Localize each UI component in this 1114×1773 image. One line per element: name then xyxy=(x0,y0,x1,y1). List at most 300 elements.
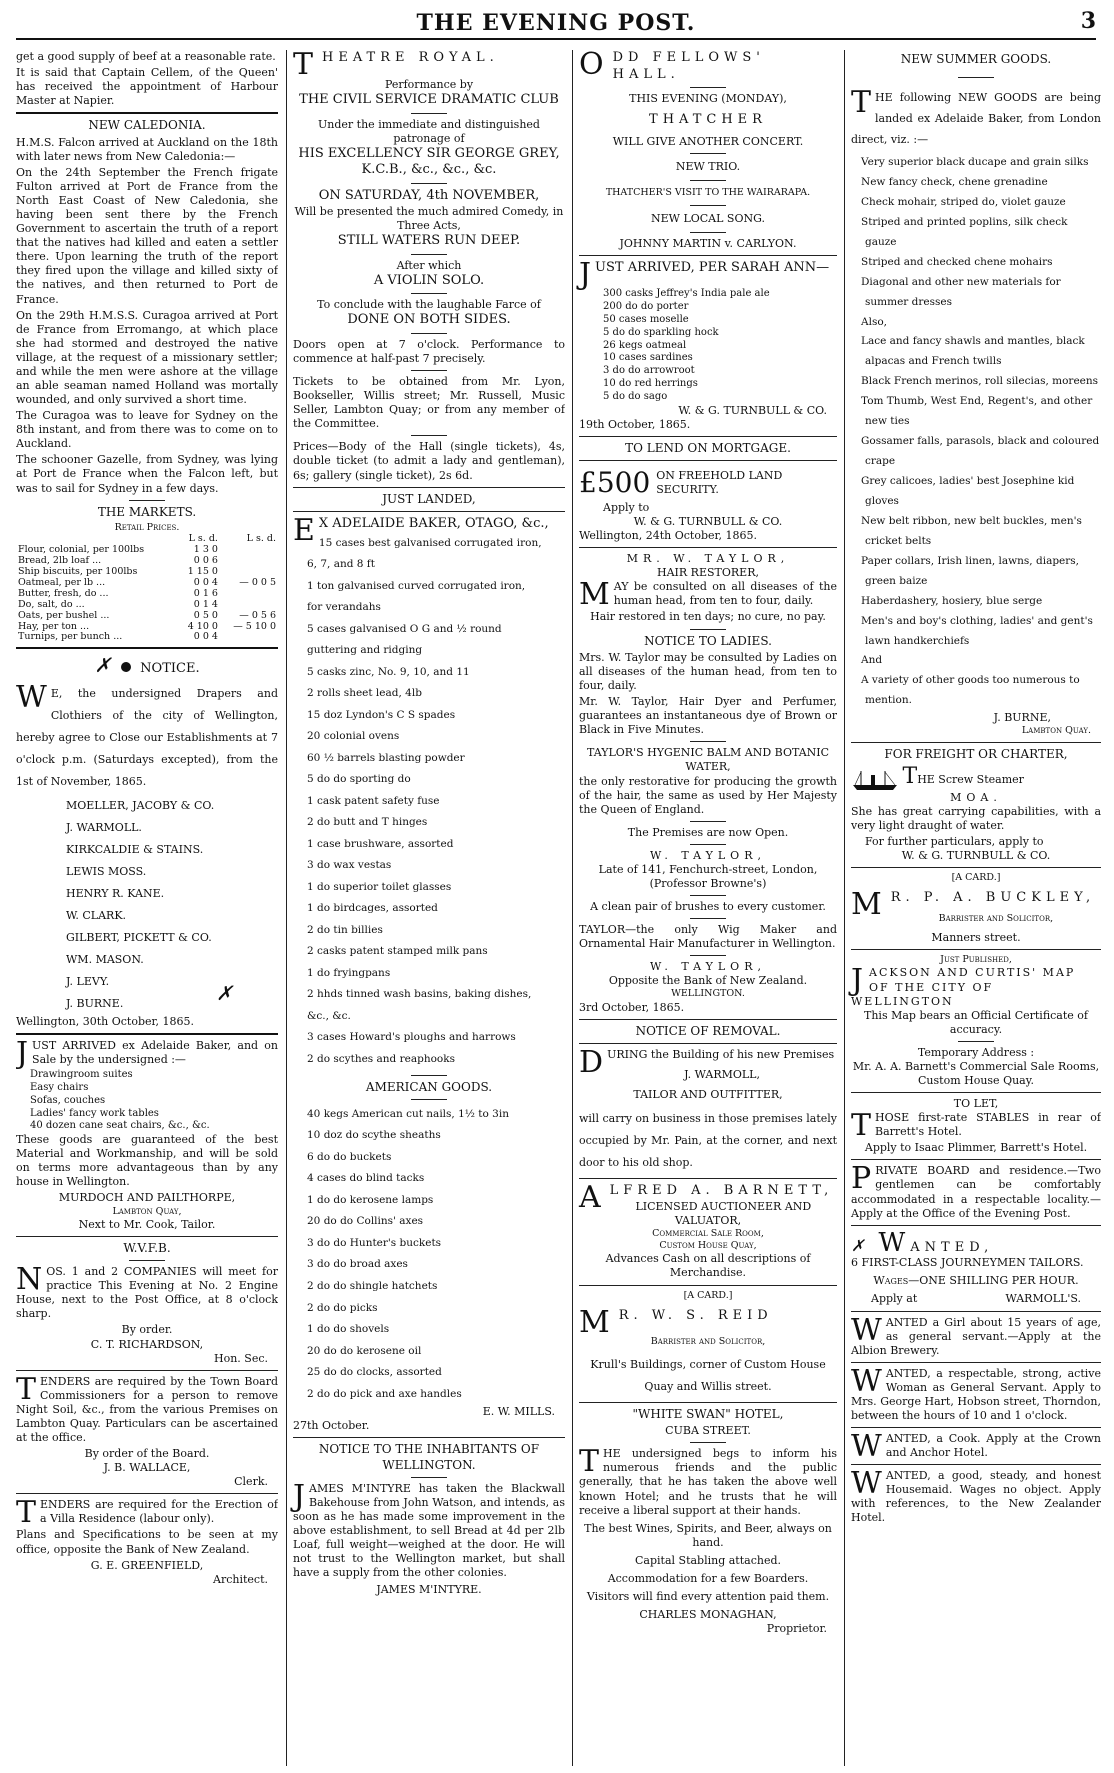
list-item: 50 cases moselle xyxy=(603,314,689,326)
map-line: Temporary Address : xyxy=(917,1045,1035,1059)
divider xyxy=(851,1092,1101,1093)
divider xyxy=(411,254,447,255)
signatory-list xyxy=(16,795,278,1015)
list-item: 5 cases galvanised O G and ½ round xyxy=(307,622,502,635)
tender-body: ENDERS are required for the Erection of a Villa Residence (labour only). xyxy=(40,1498,278,1526)
mortgage-amount: £500 xyxy=(579,466,651,500)
list-item: 40 kegs American cut nails, 1½ to 3in xyxy=(307,1107,509,1120)
table-cell: — 5 10 0 xyxy=(233,620,276,632)
table-cell: Butter, fresh, do ... xyxy=(18,587,109,599)
divider xyxy=(579,1285,837,1286)
divider xyxy=(690,87,726,88)
divider xyxy=(958,77,994,78)
concert-line: JOHNNY MARTIN v. CARLYON. xyxy=(619,237,797,251)
divider xyxy=(579,1043,837,1044)
drop-cap: E xyxy=(293,512,315,548)
list-item: 3 do do Hunter's buckets xyxy=(307,1236,442,1249)
buckley-line: Barrister and Solicitor, xyxy=(938,913,1054,925)
drop-cap: A xyxy=(579,1180,606,1216)
map-title: ACKSON AND CURTIS' MAP OF THE CITY OF WELLINGTON xyxy=(851,966,1076,1008)
list-item: 6 do do buckets xyxy=(307,1150,392,1163)
white-swan-line: The best Wines, Spirits, and Beer, always on hand. xyxy=(584,1521,832,1549)
signature-address: Lambton Quay. xyxy=(1021,725,1091,737)
wig-line: TAYLOR—the only Wig Maker and Ornamental Hair Manufacturer in Wellington. xyxy=(579,923,837,951)
theatre-line: ON SATURDAY, 4th NOVEMBER, xyxy=(318,188,540,204)
list-item: 1 do superior toilet glasses xyxy=(307,880,452,893)
list-item: Also, xyxy=(861,315,887,328)
wanted-body: ANTED, a respectable, strong, active Woman as General Servant. Apply to Mrs. George Hart, Hobson street, Thorndon, between the hours of 10 and 1 o'clock. xyxy=(851,1366,1101,1423)
balm-title: TAYLOR'S HYGENIC BALM AND BOTANIC WATER, xyxy=(586,746,830,774)
table-cell xyxy=(220,556,278,567)
ad-body: These goods are guaranteed of the best Material and Workmanship, and will be sold on terms more advantageous than by any house in Wellington. xyxy=(16,1133,278,1189)
list-item: 5 do do sparkling hock xyxy=(603,326,719,338)
notice-body: AMES M'INTYRE has taken the Blackwall Bakehouse from John Watson, and intends, as soon as he has made some improvement in the above establishment, to sell Bread at 4d per 2lb Loaf, full weight—weighed at the door. He will not trust to the Wellington market, but shall have a supply from the other colonies. xyxy=(293,1481,565,1580)
divider xyxy=(958,1041,994,1042)
list-item: 25 do do clocks, assorted xyxy=(307,1366,442,1379)
drop-cap: D xyxy=(579,1045,604,1081)
nc-paragraph: The schooner Gazelle, from Sydney, was lying at Port de France when the Falcon left, but was to sail for Sydney in a few days. xyxy=(16,453,278,495)
theatre-line: Under the immediate and distinguished patronage of xyxy=(318,117,540,145)
freight-body: She has great carrying capabilities, with a very light draught of water. xyxy=(851,804,1101,833)
drop-cap: W xyxy=(851,1429,882,1465)
steamship-icon xyxy=(851,769,899,791)
drop-cap: M xyxy=(851,887,887,923)
signatory-name: MOELLER, JACOBY & CO. xyxy=(66,798,215,812)
removal-body: will carry on business in those premises lately occupied by Mr. Pain, at the corner, and next door to his old shop. xyxy=(579,1112,837,1170)
signatory-name: WM. MASON. xyxy=(66,952,144,966)
list-item: 20 colonial ovens xyxy=(307,730,400,743)
list-item: 6, 7, and 8 ft xyxy=(307,558,375,571)
list-item: 1 do fryingpans xyxy=(307,966,391,979)
wvfb-body: OS. 1 and 2 COMPANIES will meet for practice This Evening at No. 2 Engine House, next to the Post Office, at 8 o'clock sharp. xyxy=(16,1265,278,1321)
taylor-subtitle: HAIR RESTORER, xyxy=(657,566,759,580)
drop-cap: O xyxy=(579,50,609,82)
list-item: 3 do do broad axes xyxy=(307,1258,408,1271)
ad-heading: UST ARRIVED ex Adelaide Baker, and on Sale by the undersigned :— xyxy=(32,1039,278,1067)
beverages-list xyxy=(579,288,837,403)
divider xyxy=(129,1260,165,1261)
reid-title: R. W. S. REID xyxy=(618,1307,773,1323)
list-item: 1 case brushware, assorted xyxy=(307,837,454,850)
table-row xyxy=(16,600,278,611)
mortgage-title: TO LEND ON MORTGAGE. xyxy=(625,440,791,455)
list-item: 26 kegs oatmeal xyxy=(603,339,687,351)
list-item: 2 do do pick and axe handles xyxy=(307,1387,462,1400)
divider xyxy=(851,1311,1101,1312)
divider xyxy=(16,1236,278,1237)
wanted-line: Wages—ONE SHILLING PER HOUR. xyxy=(873,1274,1079,1288)
taylor-name: W. TAYLOR, xyxy=(650,848,766,862)
divider xyxy=(411,293,447,294)
list-item: Sofas, couches xyxy=(30,1094,106,1106)
drop-cap: M xyxy=(579,1304,615,1340)
table-cell: 1 3 0 xyxy=(193,544,218,556)
list-item: 1 do do kerosene lamps xyxy=(307,1193,434,1206)
signatory-name: J. BURNE. xyxy=(66,996,124,1010)
theatre-line: A VIOLIN SOLO. xyxy=(373,272,485,288)
divider xyxy=(851,1362,1101,1363)
freight-heading: HE Screw Steamer xyxy=(917,772,1024,786)
table-row xyxy=(16,611,278,622)
divider xyxy=(579,547,837,548)
taylor-address: Opposite the Bank of New Zealand. xyxy=(608,974,808,988)
summer-goods-intro: HE following NEW GOODS are being landed ex Adelaide Baker, from London direct, viz. :— xyxy=(851,91,1101,147)
reid-line: Barrister and Solicitor, xyxy=(650,1335,766,1347)
divider xyxy=(690,629,726,630)
barnett-line: Custom House Quay, xyxy=(659,1240,757,1252)
theatre-line: Prices—Body of the Hall (single tickets), 4s, double ticket (to admit a lady and gentleman), 6s; gallery (single ticket), 2s 6d. xyxy=(293,440,565,482)
just-landed-title: JUST LANDED, xyxy=(382,491,476,506)
handwritten-cross: ✗ xyxy=(216,980,233,1005)
ladies-title: NOTICE TO LADIES. xyxy=(644,633,772,648)
list-item: 3 do do arrowroot xyxy=(603,365,695,377)
table-cell: 0 5 0 xyxy=(193,609,218,621)
divider xyxy=(851,1427,1101,1428)
divider xyxy=(690,821,726,822)
table-cell: Ship biscuits, per 100lbs xyxy=(18,565,138,577)
table-cell: Flour, colonial, per 100lbs xyxy=(18,544,145,556)
table-cell: Hay, per ton ... xyxy=(18,620,90,632)
drop-cap: T xyxy=(579,1444,600,1480)
column-1 xyxy=(16,50,278,1766)
list-item: 1 do do shovels xyxy=(307,1323,390,1336)
divider xyxy=(411,1477,447,1478)
tender-by: By order of the Board. xyxy=(84,1447,210,1461)
list-item: 40 dozen cane seat chairs, &c., &c. xyxy=(30,1120,210,1132)
furniture-list xyxy=(16,1069,278,1133)
signatory-name: KIRKCALDIE & STAINS. xyxy=(66,842,204,856)
mortgage-text: ON FREEHOLD LAND SECURITY. xyxy=(656,468,783,497)
list-item: New fancy check, chene grenadine xyxy=(861,175,1048,188)
list-item: 60 ½ barrels blasting powder xyxy=(307,751,465,764)
list-item: Paper collars, Irish linen, lawns, diapers, green baize xyxy=(861,554,1080,587)
article-cellem: It is said that Captain Cellem, of the Queen' has received the appointment of Harbour Master at Napier. xyxy=(16,66,278,108)
divider xyxy=(690,844,726,845)
notice-inhabitants-title: NOTICE TO THE INHABITANTS OF WELLINGTON. xyxy=(318,1442,540,1472)
removal-name: J. WARMOLL, xyxy=(684,1068,760,1082)
divider xyxy=(579,1402,837,1403)
buckley-line: Manners street. xyxy=(931,931,1021,945)
to-let-apply: Apply to Isaac Plimmer, Barrett's Hotel. xyxy=(864,1141,1088,1155)
drop-cap: N xyxy=(16,1262,43,1298)
divider xyxy=(690,895,726,896)
theatre-line: THE CIVIL SERVICE DRAMATIC CLUB xyxy=(299,92,559,108)
list-item: Striped and checked chene mohairs xyxy=(861,255,1053,268)
divider xyxy=(579,436,837,437)
barnett-line: Advances Cash on all descriptions of Merchandise. xyxy=(605,1252,811,1280)
tender-role: Clerk. xyxy=(234,1475,268,1489)
divider xyxy=(293,487,565,488)
article-intro: get a good supply of beef at a reasonable rate. xyxy=(16,50,276,63)
list-item: Grey calicoes, ladies' best Josephine kid gloves xyxy=(861,475,1075,507)
list-item: guttering and ridging xyxy=(307,644,423,657)
list-item: 1 do birdcages, assorted xyxy=(307,902,438,915)
list-item: 20 do do Collins' axes xyxy=(307,1215,424,1228)
table-cell xyxy=(220,632,278,643)
theatre-line: Will be presented the much admired Comedy, in Three Acts, xyxy=(294,204,564,232)
drop-cap: T xyxy=(16,1371,37,1407)
drop-cap: P xyxy=(851,1161,872,1197)
concert-line: THIS EVENING (MONDAY), xyxy=(629,92,787,106)
taylor-address: Late of 141, Fenchurch-street, London, (Professor Browne's) xyxy=(598,862,818,891)
to-let-title: TO LET, xyxy=(953,1097,999,1111)
barnett-line: Commercial Sale Room, xyxy=(652,1228,764,1240)
divider xyxy=(411,333,447,334)
list-item: Drawingroom suites xyxy=(30,1069,133,1081)
reid-line: Krull's Buildings, corner of Custom House Quay and Willis street. xyxy=(590,1357,826,1393)
list-item: 5 do do sporting do xyxy=(307,773,411,786)
drop-cap: T xyxy=(851,85,872,121)
list-item: 15 cases best galvanised corrugated iron, xyxy=(318,536,542,549)
tender-body: ENDERS are required by the Town Board Commissioners for a person to remove Night Soil, &c., from the various Premises on Lambton Quay. Particulars can be ascertained at the office. xyxy=(16,1374,278,1445)
premises-open: The Premises are now Open. xyxy=(627,825,789,839)
ink-blot-icon xyxy=(121,662,131,672)
drop-cap: J xyxy=(293,1478,306,1514)
divider xyxy=(851,1464,1101,1465)
list-item: Striped and printed poplins, silk check gauze xyxy=(861,215,1068,248)
theatre-line: HIS EXCELLENCY SIR GEORGE GREY, K.C.B., &c., &c., &c. xyxy=(298,145,560,178)
buckley-title: R. P. A. BUCKLEY, xyxy=(890,890,1096,906)
signatory-name: W. CLARK. xyxy=(66,908,127,922)
list-item: New belt ribbon, new belt buckles, men's cricket belts xyxy=(861,514,1082,547)
signature: E. W. MILLS. xyxy=(482,1405,555,1419)
just-published: Just Published, xyxy=(940,954,1012,966)
freight-body: For further particulars, apply to xyxy=(865,835,1044,849)
table-cell: 0 0 4 xyxy=(193,631,218,643)
ad-date: 3rd October, 1865. xyxy=(579,1000,685,1014)
signatory-name: LEWIS MOSS. xyxy=(66,864,147,878)
taylor-name: W. TAYLOR, xyxy=(650,960,766,974)
brush-line: A clean pair of brushes to every customer. xyxy=(590,900,826,914)
map-line: Mr. A. A. Barnett's Commercial Sale Rooms, Custom House Quay. xyxy=(852,1059,1100,1087)
list-item: 15 doz Lyndon's C S spades xyxy=(307,708,456,721)
handwritten-mark: ✗ xyxy=(851,1235,870,1255)
list-item: 5 do do sago xyxy=(603,390,668,402)
column-4 xyxy=(844,50,1101,1766)
headline-markets: THE MARKETS. xyxy=(97,504,197,519)
map-line: This Map bears an Official Certificate of accuracy. xyxy=(864,1008,1088,1036)
drop-cap: J xyxy=(16,1036,29,1072)
divider xyxy=(293,1437,565,1438)
signatory-name: HENRY R. KANE. xyxy=(66,886,165,900)
page-columns xyxy=(16,50,1101,1766)
wanted-apply: Apply at xyxy=(871,1292,918,1306)
divider xyxy=(579,460,837,461)
list-item: 1 ton galvanised curved corrugated iron, xyxy=(307,579,526,592)
table-cell xyxy=(220,600,278,611)
white-swan-subtitle: CUBA STREET. xyxy=(665,1424,751,1438)
divider xyxy=(411,1099,447,1100)
to-let-body: HOSE first-rate STABLES in rear of Barrett's Hotel. xyxy=(875,1111,1101,1139)
nc-paragraph: The Curagoa was to leave for Sydney on the 8th instant, and from there was to come on to Auckland. xyxy=(16,409,278,451)
odd-fellows-title: DD FELLOWS' HALL. xyxy=(612,50,765,82)
wvfb-title: W.V.F.B. xyxy=(123,1240,171,1255)
list-item: 2 do do shingle hatchets xyxy=(307,1279,438,1292)
list-item: 4 cases do blind tacks xyxy=(307,1172,425,1185)
divider xyxy=(851,1159,1101,1160)
table-cell: Oats, per bushel ... xyxy=(18,609,110,621)
ad-date: 27th October. xyxy=(293,1419,370,1433)
column-header: L s. d. xyxy=(246,533,276,545)
signatory-name: GILBERT, PICKETT & CO. xyxy=(66,930,212,944)
signature: CHARLES MONAGHAN, xyxy=(639,1608,777,1622)
drop-cap: J xyxy=(579,257,592,293)
list-item: And xyxy=(861,654,883,667)
wanted-title: ANTED, xyxy=(910,1239,994,1255)
list-item: 2 hhds tinned wash basins, baking dishes, xyxy=(307,988,532,1001)
tender-body: Plans and Specifications to be seen at my office, opposite the Bank of New Zealand. xyxy=(16,1528,278,1556)
list-item: Easy chairs xyxy=(30,1081,89,1093)
notice-heading xyxy=(16,653,278,679)
newspaper-title: THE EVENING POST. xyxy=(416,10,696,36)
list-item: 3 cases Howard's ploughs and harrows xyxy=(307,1031,516,1044)
theatre-line: DONE ON BOTH SIDES. xyxy=(347,312,511,328)
ladies-body: Mrs. W. Taylor may be consulted by Ladies on all diseases of the human head, from ten to four, daily. xyxy=(579,650,837,693)
tender-role: Architect. xyxy=(213,1572,268,1586)
divider xyxy=(851,1225,1101,1226)
drop-cap: J xyxy=(851,963,866,999)
drop-cap: W xyxy=(878,1227,911,1258)
table-cell: 0 0 6 xyxy=(193,554,218,566)
divider xyxy=(690,741,726,742)
table-cell xyxy=(220,545,278,556)
list-item: Lace and fancy shawls and mantles, black alpacas and French twills xyxy=(861,335,1085,368)
card-label: [A CARD.] xyxy=(683,1289,733,1301)
summer-goods-list xyxy=(851,153,1101,711)
theatre-line: After which xyxy=(396,258,462,272)
concert-line: WILL GIVE ANOTHER CONCERT. xyxy=(612,134,804,148)
drop-cap: T xyxy=(293,50,319,82)
list-item: Check mohair, striped do, violet gauze xyxy=(861,195,1066,208)
list-item: Men's and boy's clothing, ladies' and gent's lawn handkerchiefs xyxy=(861,614,1093,647)
table-cell: Bread, 2lb loaf ... xyxy=(18,554,102,566)
divider xyxy=(851,867,1101,868)
card-label: [A CARD.] xyxy=(951,872,1001,884)
taylor-body: AY be consulted on all diseases of the human head, from ten to four, daily. xyxy=(613,580,837,608)
divider xyxy=(851,742,1101,743)
divider xyxy=(579,1178,837,1179)
divider xyxy=(411,435,447,436)
list-item: Haberdashery, hosiery, blue serge xyxy=(861,594,1043,607)
signature: W. & G. TURNBULL & CO. xyxy=(633,515,783,529)
firm-name: MURDOCH AND PAILTHORPE, xyxy=(58,1191,236,1205)
divider xyxy=(16,1370,278,1371)
list-item: Black French merinos, roll silecias, moreens xyxy=(861,375,1099,388)
white-swan-body: HE undersigned begs to inform his numerous friends and the public generally, that he has taken the above well known Hotel; and he trusts that he will receive a liberal support at their hands. xyxy=(579,1447,837,1517)
column-3 xyxy=(572,50,837,1766)
drop-cap: W xyxy=(851,1363,882,1399)
notice-title: NOTICE. xyxy=(140,661,200,677)
wvfb-by: By order. xyxy=(121,1323,173,1337)
concert-line: NEW LOCAL SONG. xyxy=(650,212,765,226)
divider xyxy=(129,500,165,501)
list-item: 3 do wax vestas xyxy=(307,859,392,872)
handwritten-mark: ✗ xyxy=(94,653,112,678)
just-landed-heading: X ADELAIDE BAKER, OTAGO, &c., xyxy=(318,515,549,531)
summer-goods-title: NEW SUMMER GOODS. xyxy=(900,52,1052,66)
divider xyxy=(411,370,447,371)
divider xyxy=(690,205,726,206)
table-cell: 1 15 0 xyxy=(187,565,218,577)
removal-role: TAILOR AND OUTFITTER, xyxy=(633,1088,783,1102)
list-item: 10 doz do scythe sheaths xyxy=(307,1129,441,1142)
theatre-line: To conclude with the laughable Farce of xyxy=(317,298,541,312)
list-item: 200 do do porter xyxy=(603,301,689,313)
table-cell: 0 1 4 xyxy=(193,598,218,610)
wanted-body: ANTED, a good, steady, and honest Housemaid. Wages no object. Apply with references, to the New Zealander Hotel. xyxy=(851,1469,1101,1525)
nc-paragraph: On the 24th September the French frigate Fulton arrived at Port de France from the North East Coast of New Caledonia, she having been sent there by the French Government to ascertain the truth of a report that the natives had killed and eaten a settler there. Upon learning the truth of the report they fired upon the village and killed sixty of the natives, and then returned to Port de France. xyxy=(16,165,278,306)
divider xyxy=(851,949,1101,950)
signature: W. & G. TURNBULL & CO. xyxy=(901,849,1051,863)
masthead xyxy=(16,8,1096,40)
barnett-title: LFRED A. BARNETT, xyxy=(609,1183,834,1199)
signatory-name: J. LEVY. xyxy=(66,974,110,988)
divider xyxy=(411,113,447,114)
taylor-body: Hair restored in ten days; no cure, no pay. xyxy=(590,610,826,624)
list-item: Tom Thumb, West End, Regent's, and other new ties xyxy=(861,395,1093,428)
white-swan-title: "WHITE SWAN" HOTEL, xyxy=(632,1406,784,1421)
drop-cap: M xyxy=(579,577,610,613)
divider xyxy=(16,1033,278,1035)
list-item: 1 cask patent safety fuse xyxy=(307,794,440,807)
divider xyxy=(690,955,726,956)
table-cell xyxy=(220,589,278,600)
notice-body: E, the undersigned Drapers and Clothiers of the city of Wellington, hereby agree to Close our Establishments at 7 o'clock p.m. (Saturdays excepted), from the 1st of November, 1865. xyxy=(16,686,278,788)
list-item: 10 cases sardines xyxy=(603,352,693,364)
list-item: 10 do red herrings xyxy=(603,378,698,389)
table-cell: — 0 5 6 xyxy=(239,609,276,621)
table-cell: — 0 0 5 xyxy=(239,576,276,588)
wanted-body: ANTED, a Cook. Apply at the Crown and Anchor Hotel. xyxy=(885,1432,1101,1460)
balm-body: the only restorative for producing the growth of the hair, the same as used by Her Majesty the Queen of England. xyxy=(579,774,837,816)
american-goods-list xyxy=(293,1104,565,1405)
signature: W. & G. TURNBULL & CO. xyxy=(678,403,827,417)
drop-cap: T xyxy=(16,1495,37,1531)
list-item: 2 casks patent stamped milk pans xyxy=(307,945,488,958)
page-number: 3 xyxy=(1080,8,1096,34)
divider xyxy=(16,647,278,649)
list-item: for verandahs xyxy=(307,601,381,614)
table-cell: Turnips, per bunch ... xyxy=(18,631,123,643)
theatre-line: Tickets to be obtained from Mr. Lyon, Bookseller, Willis street; Mr. Russell, Music Seller, Lambton Quay; or from any member of the Committee. xyxy=(293,375,565,431)
list-item: 300 casks Jeffrey's India pale ale xyxy=(603,288,770,300)
headline-new-caledonia: NEW CALEDONIA. xyxy=(88,118,206,133)
column-2 xyxy=(286,50,565,1766)
concert-line: THATCHER'S VISIT TO THE WAIRARAPA. xyxy=(605,187,811,199)
ladies-body: Mr. W. Taylor, Hair Dyer and Perfumer, guarantees an instantaneous dye of Brown or Black in Five Minutes. xyxy=(579,695,837,737)
drop-cap: W xyxy=(851,1312,882,1348)
list-item: &c., &c. xyxy=(307,1009,351,1022)
table-cell: 4 10 0 xyxy=(187,620,218,632)
hardware-list xyxy=(293,533,565,1071)
ad-heading: UST ARRIVED, PER SARAH ANN— xyxy=(595,260,830,276)
drop-cap: T xyxy=(902,763,918,789)
ad-date: Wellington, 24th October, 1865. xyxy=(579,529,758,543)
removal-title: NOTICE OF REMOVAL. xyxy=(635,1023,781,1038)
markets-subtitle: Retail Prices. xyxy=(114,521,180,533)
list-item: 2 do butt and T hinges xyxy=(307,816,428,829)
list-item: Gossamer falls, parasols, black and coloured crape xyxy=(861,435,1100,468)
table-cell: Do, salt, do ... xyxy=(18,598,85,610)
list-item: Ladies' fancy work tables xyxy=(30,1107,159,1119)
divider xyxy=(690,1442,726,1443)
signature: JAMES M'INTYRE. xyxy=(376,1582,482,1596)
table-cell: Oatmeal, per lb ... xyxy=(18,576,106,588)
tender-name: G. E. GREENFIELD, xyxy=(90,1558,204,1572)
wanted-shop: WARMOLL'S. xyxy=(1005,1292,1081,1306)
divider xyxy=(690,180,726,181)
list-item: Very superior black ducape and grain silks xyxy=(861,156,1089,169)
